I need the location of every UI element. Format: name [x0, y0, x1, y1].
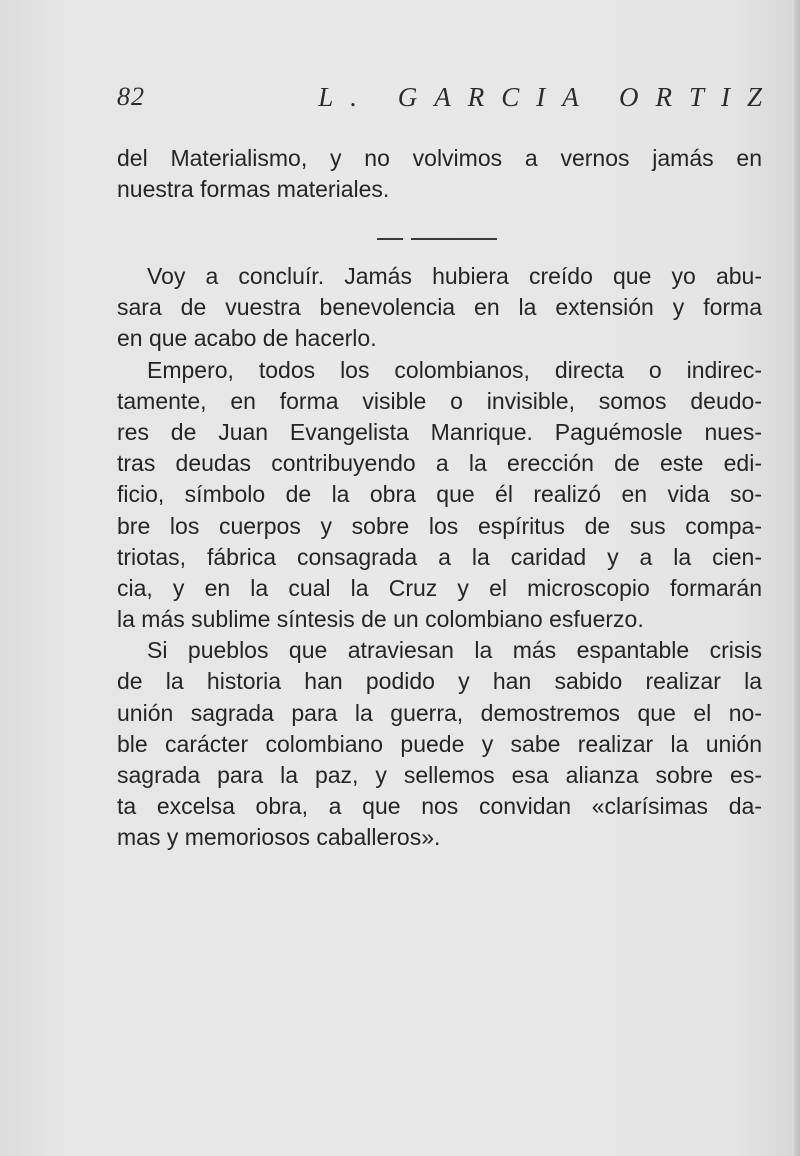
section-separator-rule	[377, 238, 497, 240]
text-line: nuestra formas materiales.	[117, 176, 390, 203]
text-line: ficio, símbolo de la obra que él realizó en vida so-	[117, 481, 762, 508]
text-line: del Materialismo, y no volvimos a vernos jamás en	[117, 145, 762, 171]
text-line: tamente, en forma visible o invisible, somos deudo-	[117, 387, 762, 414]
text-line: la más sublime síntesis de un colombiano esfuerzo.	[117, 606, 644, 633]
text-line: Voy a concluír. Jamás hubiera creído que yo abu-	[147, 263, 762, 289]
text-line: en que acabo de hacerlo.	[117, 325, 377, 352]
page-edge-shadow	[794, 0, 800, 1156]
closing-paragraph-fragment	[117, 143, 762, 205]
text-line: Empero, todos los colombianos, directa o indirec-	[147, 356, 762, 383]
text-line: Si pueblos que atraviesan la más espantable crisis	[147, 637, 762, 664]
separator-gap	[403, 238, 411, 240]
text-line: sara de vuestra benevolencia en la extensión y forma	[117, 294, 762, 321]
main-text-block	[117, 261, 762, 854]
text-line: unión sagrada para la guerra, demostremos que el no-	[117, 699, 762, 726]
text-line: res de Juan Evangelista Manrique. Paguémosle nues-	[117, 418, 762, 445]
text-line: bre los cuerpos y sobre los espíritus de sus compa-	[117, 512, 762, 539]
running-head-author: L. GARCIA ORTIZ	[318, 82, 779, 112]
text-line: cia, y en la cual la Cruz y el microscopio formarán	[117, 574, 762, 601]
text-line: tras deudas contribuyendo a la erección de este edi-	[117, 450, 762, 477]
text-line: triotas, fábrica consagrada a la caridad y a la cien-	[117, 543, 762, 570]
page-header	[117, 82, 779, 122]
text-line: de la historia han podido y han sabido realizar la	[117, 668, 762, 695]
text-line: ta excelsa obra, a que nos convidan «clarísimas da-	[117, 793, 762, 820]
page-number: 82	[117, 82, 145, 111]
text-line: ble carácter colombiano puede y sabe realizar la unión	[117, 730, 762, 757]
text-line: sagrada para la paz, y sellemos esa alianza sobre es-	[117, 762, 762, 788]
text-line: mas y memoriosos caballeros».	[117, 824, 441, 851]
